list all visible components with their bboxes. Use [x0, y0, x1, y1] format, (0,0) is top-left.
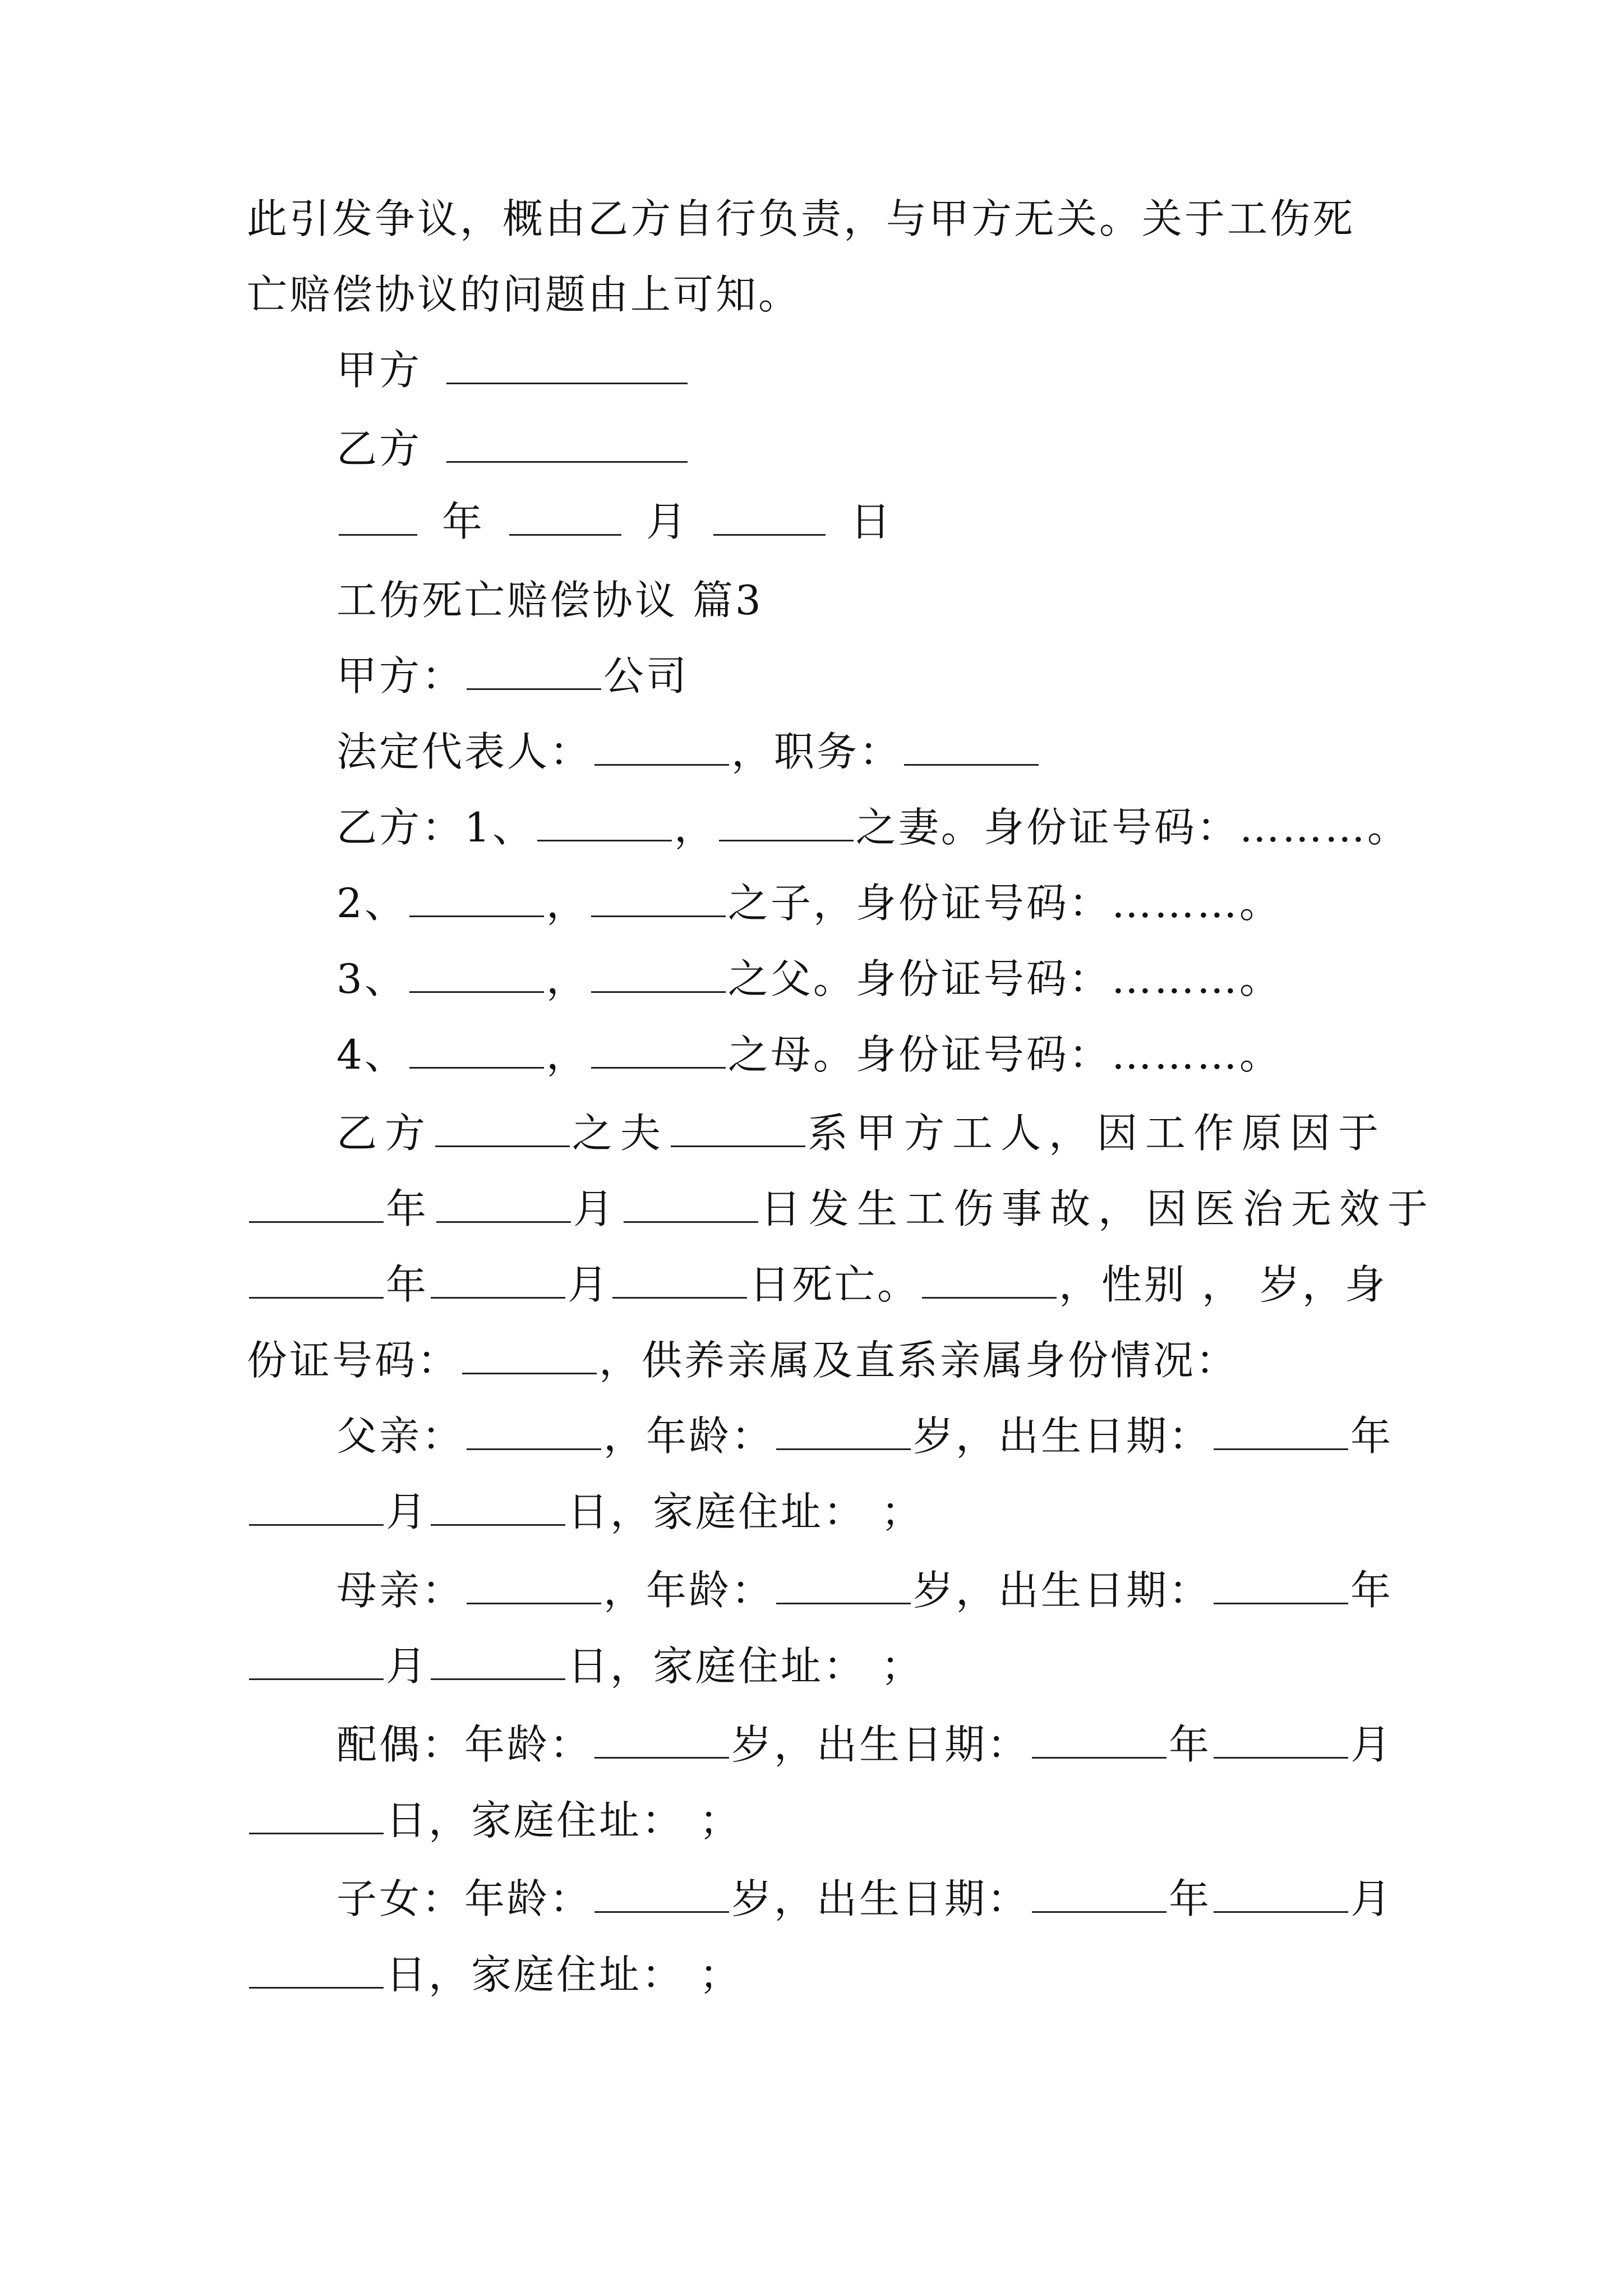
text: 4、: [336, 1031, 407, 1078]
text: ，年龄：: [603, 1412, 774, 1460]
children-line: [336, 1871, 1393, 1927]
text: ，: [674, 804, 717, 851]
text: 月: [646, 498, 689, 545]
text: 日死亡。: [749, 1261, 920, 1308]
text: 岁，出生日期：: [731, 1721, 1030, 1768]
blank-field: [435, 1113, 570, 1147]
body-line: [247, 1257, 1387, 1313]
text: 父亲：: [336, 1412, 465, 1460]
blank-field: [467, 1416, 601, 1450]
text: 年: [1350, 1567, 1394, 1614]
text: ，职务：: [731, 728, 902, 775]
blank-field: [446, 350, 688, 384]
mother-line: [336, 1562, 1393, 1618]
spouse-line-2: [247, 1792, 742, 1848]
blank-field: [467, 656, 601, 690]
blank-field: [671, 1113, 805, 1147]
blank-field: [776, 1416, 911, 1450]
text: 甲方：: [336, 652, 465, 700]
blank-field: [431, 1646, 565, 1680]
blank-field: [1032, 1879, 1166, 1913]
blank-field: [1214, 1879, 1348, 1913]
blank-field: [249, 1954, 384, 1989]
party-a-line: [336, 648, 689, 704]
text: 年: [1350, 1412, 1394, 1460]
blank-field: [591, 959, 726, 993]
text: 之妻。身份证号码：………。: [855, 804, 1410, 851]
section-title: [336, 572, 763, 628]
text: 公司: [603, 652, 689, 700]
spouse-line: [336, 1717, 1393, 1773]
father-line-2: [247, 1484, 924, 1540]
text: 子女：年龄：: [336, 1875, 593, 1922]
text: 年: [386, 1185, 435, 1232]
blank-field: [339, 501, 417, 536]
text: 2、: [336, 880, 407, 927]
text: 年: [1169, 1721, 1212, 1768]
blank-field: [591, 883, 726, 917]
blank-field: [1214, 1724, 1348, 1759]
blank-field: [431, 1264, 565, 1299]
text: 法定代表人：: [336, 728, 593, 775]
text: 日，家庭住址： ；: [386, 1797, 742, 1844]
text: ，: [546, 880, 589, 927]
date-line: [336, 494, 893, 550]
blank-field: [249, 1646, 384, 1680]
text: 日，家庭住址： ；: [568, 1642, 924, 1690]
text: 份证号码：: [247, 1337, 460, 1384]
blank-field: [436, 1189, 571, 1223]
paragraph-line: [247, 191, 1355, 247]
text: 年: [442, 498, 485, 545]
signature-party-a: [336, 342, 690, 398]
text: 月: [386, 1642, 429, 1690]
blank-field: [249, 1189, 384, 1223]
text: 乙方: [336, 1110, 434, 1157]
text: 此引发争议，概由乙方自行负责，与甲方无关。关于工伤死: [247, 195, 1355, 242]
blank-field: [249, 1264, 384, 1299]
blank-field: [446, 429, 688, 463]
text: 之夫: [572, 1110, 669, 1157]
text: 系甲方工人，因工作原因于: [808, 1110, 1387, 1157]
blank-field: [594, 1724, 729, 1759]
text: 月: [386, 1488, 429, 1535]
blank-field: [1214, 1570, 1348, 1604]
blank-field: [713, 501, 826, 536]
blank-field: [594, 731, 729, 766]
blank-field: [431, 1492, 565, 1526]
blank-field: [904, 731, 1039, 766]
blank-field: [624, 1189, 758, 1223]
mother-line-2: [247, 1638, 924, 1694]
text: 日: [850, 498, 893, 545]
blank-field: [922, 1264, 1057, 1299]
text: 配偶：年龄：: [336, 1721, 593, 1768]
text: 月: [1350, 1721, 1394, 1768]
blank-field: [409, 959, 544, 993]
body-line: [247, 1332, 1238, 1388]
party-b-item-3: [336, 951, 1282, 1007]
text: ，: [546, 1031, 589, 1078]
paragraph-line: [247, 266, 801, 323]
text: 年: [1169, 1875, 1212, 1922]
text: 日，家庭住址： ；: [386, 1951, 742, 1998]
party-b-line: [336, 799, 1410, 855]
text: 月: [568, 1261, 611, 1308]
blank-field: [594, 1879, 729, 1913]
blank-field: [409, 1034, 544, 1069]
text: 年: [386, 1261, 429, 1308]
signature-party-b: [336, 421, 690, 477]
blank-field: [462, 1340, 597, 1374]
text: 乙方: [336, 425, 422, 472]
text: ，供养亲属及直系亲属身份情况：: [599, 1337, 1239, 1384]
blank-field: [537, 807, 672, 841]
text: 岁，出生日期：: [731, 1875, 1030, 1922]
text: ，: [546, 955, 589, 1002]
text: ，年龄：: [603, 1567, 774, 1614]
legal-rep-line: [336, 724, 1041, 780]
text: 亡赔偿协议的问题由上可知。: [247, 271, 801, 318]
blank-field: [409, 883, 544, 917]
blank-field: [591, 1034, 726, 1069]
text: ，性别 ， 岁，身: [1059, 1261, 1387, 1308]
text: 母亲：: [336, 1567, 465, 1614]
text: 之母。身份证号码：………。: [727, 1031, 1282, 1078]
party-b-item-4: [336, 1027, 1282, 1083]
text: 3、: [336, 955, 407, 1002]
body-line: [247, 1181, 1436, 1237]
text: 乙方：1、: [336, 804, 535, 851]
party-b-item-2: [336, 875, 1282, 931]
text: 之子，身份证号码：………。: [727, 880, 1282, 927]
blank-field: [249, 1800, 384, 1834]
body-line: [336, 1105, 1386, 1161]
text: 之父。身份证号码：………。: [727, 955, 1282, 1002]
blank-field: [467, 1570, 601, 1604]
blank-field: [249, 1492, 384, 1526]
text: 工伤死亡赔偿协议 篇3: [336, 577, 763, 624]
blank-field: [776, 1570, 911, 1604]
text: 月: [1350, 1875, 1394, 1922]
blank-field: [1214, 1416, 1348, 1450]
blank-field: [719, 807, 854, 841]
blank-field: [1032, 1724, 1166, 1759]
text: 甲方: [336, 347, 422, 394]
blank-field: [612, 1264, 747, 1299]
children-line-2: [247, 1947, 742, 2003]
blank-field: [509, 501, 621, 536]
text: 日发生工伤事故，因医治无效于: [760, 1185, 1436, 1232]
father-line: [336, 1408, 1393, 1464]
text: 岁，出生日期：: [913, 1412, 1212, 1460]
text: 岁，出生日期：: [913, 1567, 1212, 1614]
text: 月: [573, 1185, 622, 1232]
text: 日，家庭住址： ；: [568, 1488, 924, 1535]
